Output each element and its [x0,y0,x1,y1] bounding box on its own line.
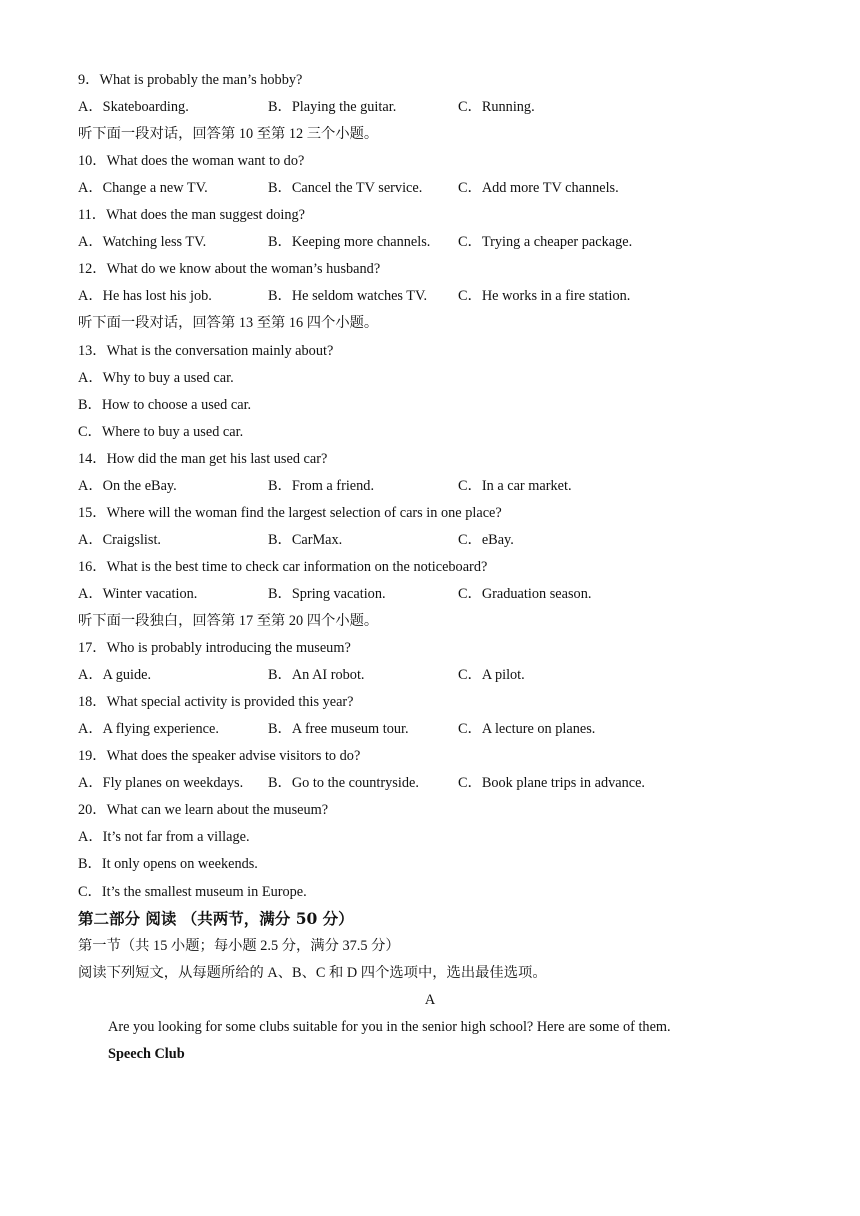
option-b: B．Cancel the TV service. [268,180,423,197]
question-line: B．It only opens on weekends. [78,856,258,873]
option-b: B．CarMax. [268,531,343,548]
question-line: 15．Where will the woman find the largest selection of cars in one place? [78,504,502,521]
question-line: 19．What does the speaker advise visitors to do? [78,748,361,765]
question-line: 11．What does the man suggest doing? [78,207,305,224]
question-line: A．It’s not far from a village. [78,829,250,846]
option-c: C．Book plane trips in advance. [458,775,646,792]
option-a: A．Watching less TV. [78,234,207,251]
option-a: A．He has lost his job. [78,288,212,305]
instruction-line: 听下面一段对话，回答第 13 至第 16 四个小题。 [78,315,379,332]
instruction-line: 阅读下列短文，从每题所给的 A、B、C 和 D 四个选项中，选出最佳选项。 [78,964,547,981]
option-a: A．Winter vacation. [78,585,198,602]
passage-label: A [424,991,436,1008]
option-c: C．In a car market. [458,477,572,494]
option-c: C．Running. [458,99,535,116]
option-b: B．Spring vacation. [268,585,386,602]
instruction-line: 听下面一段独白，回答第 17 至第 20 四个小题。 [78,613,379,629]
question-line: 17．Who is probably introducing the museum? [78,640,351,657]
option-a: A．Change a new TV. [78,180,208,197]
question-line: 16．What is the best time to check car information on the noticeboard? [78,558,488,575]
question-line: 13．What is the conversation mainly about? [78,342,334,359]
option-b: B．Playing the guitar. [268,99,397,116]
question-line: 10．What does the woman want to do? [78,153,305,170]
question-line: 14．How did the man get his last used car? [78,450,328,467]
question-line: 9．What is probably the man’s hobby? [78,72,303,88]
club-title: Speech Club [108,1045,185,1062]
option-a: A．Fly planes on weekdays. [78,775,244,792]
option-a: A．Skateboarding. [78,99,189,116]
option-a: A．Craigslist. [78,531,162,548]
option-a: A．A flying experience. [78,721,219,738]
passage-intro: Are you looking for some clubs suitable for you in the senior high school? Here are some of them. [108,1018,671,1035]
question-line: 12．What do we know about the woman’s husband? [78,261,381,278]
question-line: 18．What special activity is provided this year? [78,694,354,711]
option-c: C．Add more TV channels. [458,180,619,197]
option-a: A．On the eBay. [78,477,177,494]
option-c: C．Trying a cheaper package. [458,234,633,251]
question-line: C．It’s the smallest museum in Europe. [78,883,307,900]
option-b: B．A free museum tour. [268,721,409,738]
option-a: A．A guide. [78,667,152,684]
option-b: B．From a friend. [268,477,375,494]
question-line: 20．What can we learn about the museum? [78,802,329,819]
option-c: C．A pilot. [458,667,525,684]
question-line: B．How to choose a used car. [78,396,252,413]
option-b: B．Keeping more channels. [268,234,431,251]
instruction-line: 第一节（共 15 小题；每小题 2.5 分，满分 37.5 分） [78,937,400,954]
instruction-line: 听下面一段对话，回答第 10 至第 12 三个小题。 [78,126,379,143]
question-line: A．Why to buy a used car. [78,369,234,386]
option-c: C．He works in a fire station. [458,288,631,305]
option-b: B．An AI robot. [268,667,365,684]
option-b: B．He seldom watches TV. [268,288,428,305]
section-heading: 第二部分 阅读 （共两节，满分 50 分） [78,908,354,928]
question-line: C．Where to buy a used car. [78,423,244,440]
option-c: C．A lecture on planes. [458,721,596,738]
option-b: B．Go to the countryside. [268,775,419,792]
option-c: C．Graduation season. [458,585,592,602]
option-c: C．eBay. [458,531,514,548]
